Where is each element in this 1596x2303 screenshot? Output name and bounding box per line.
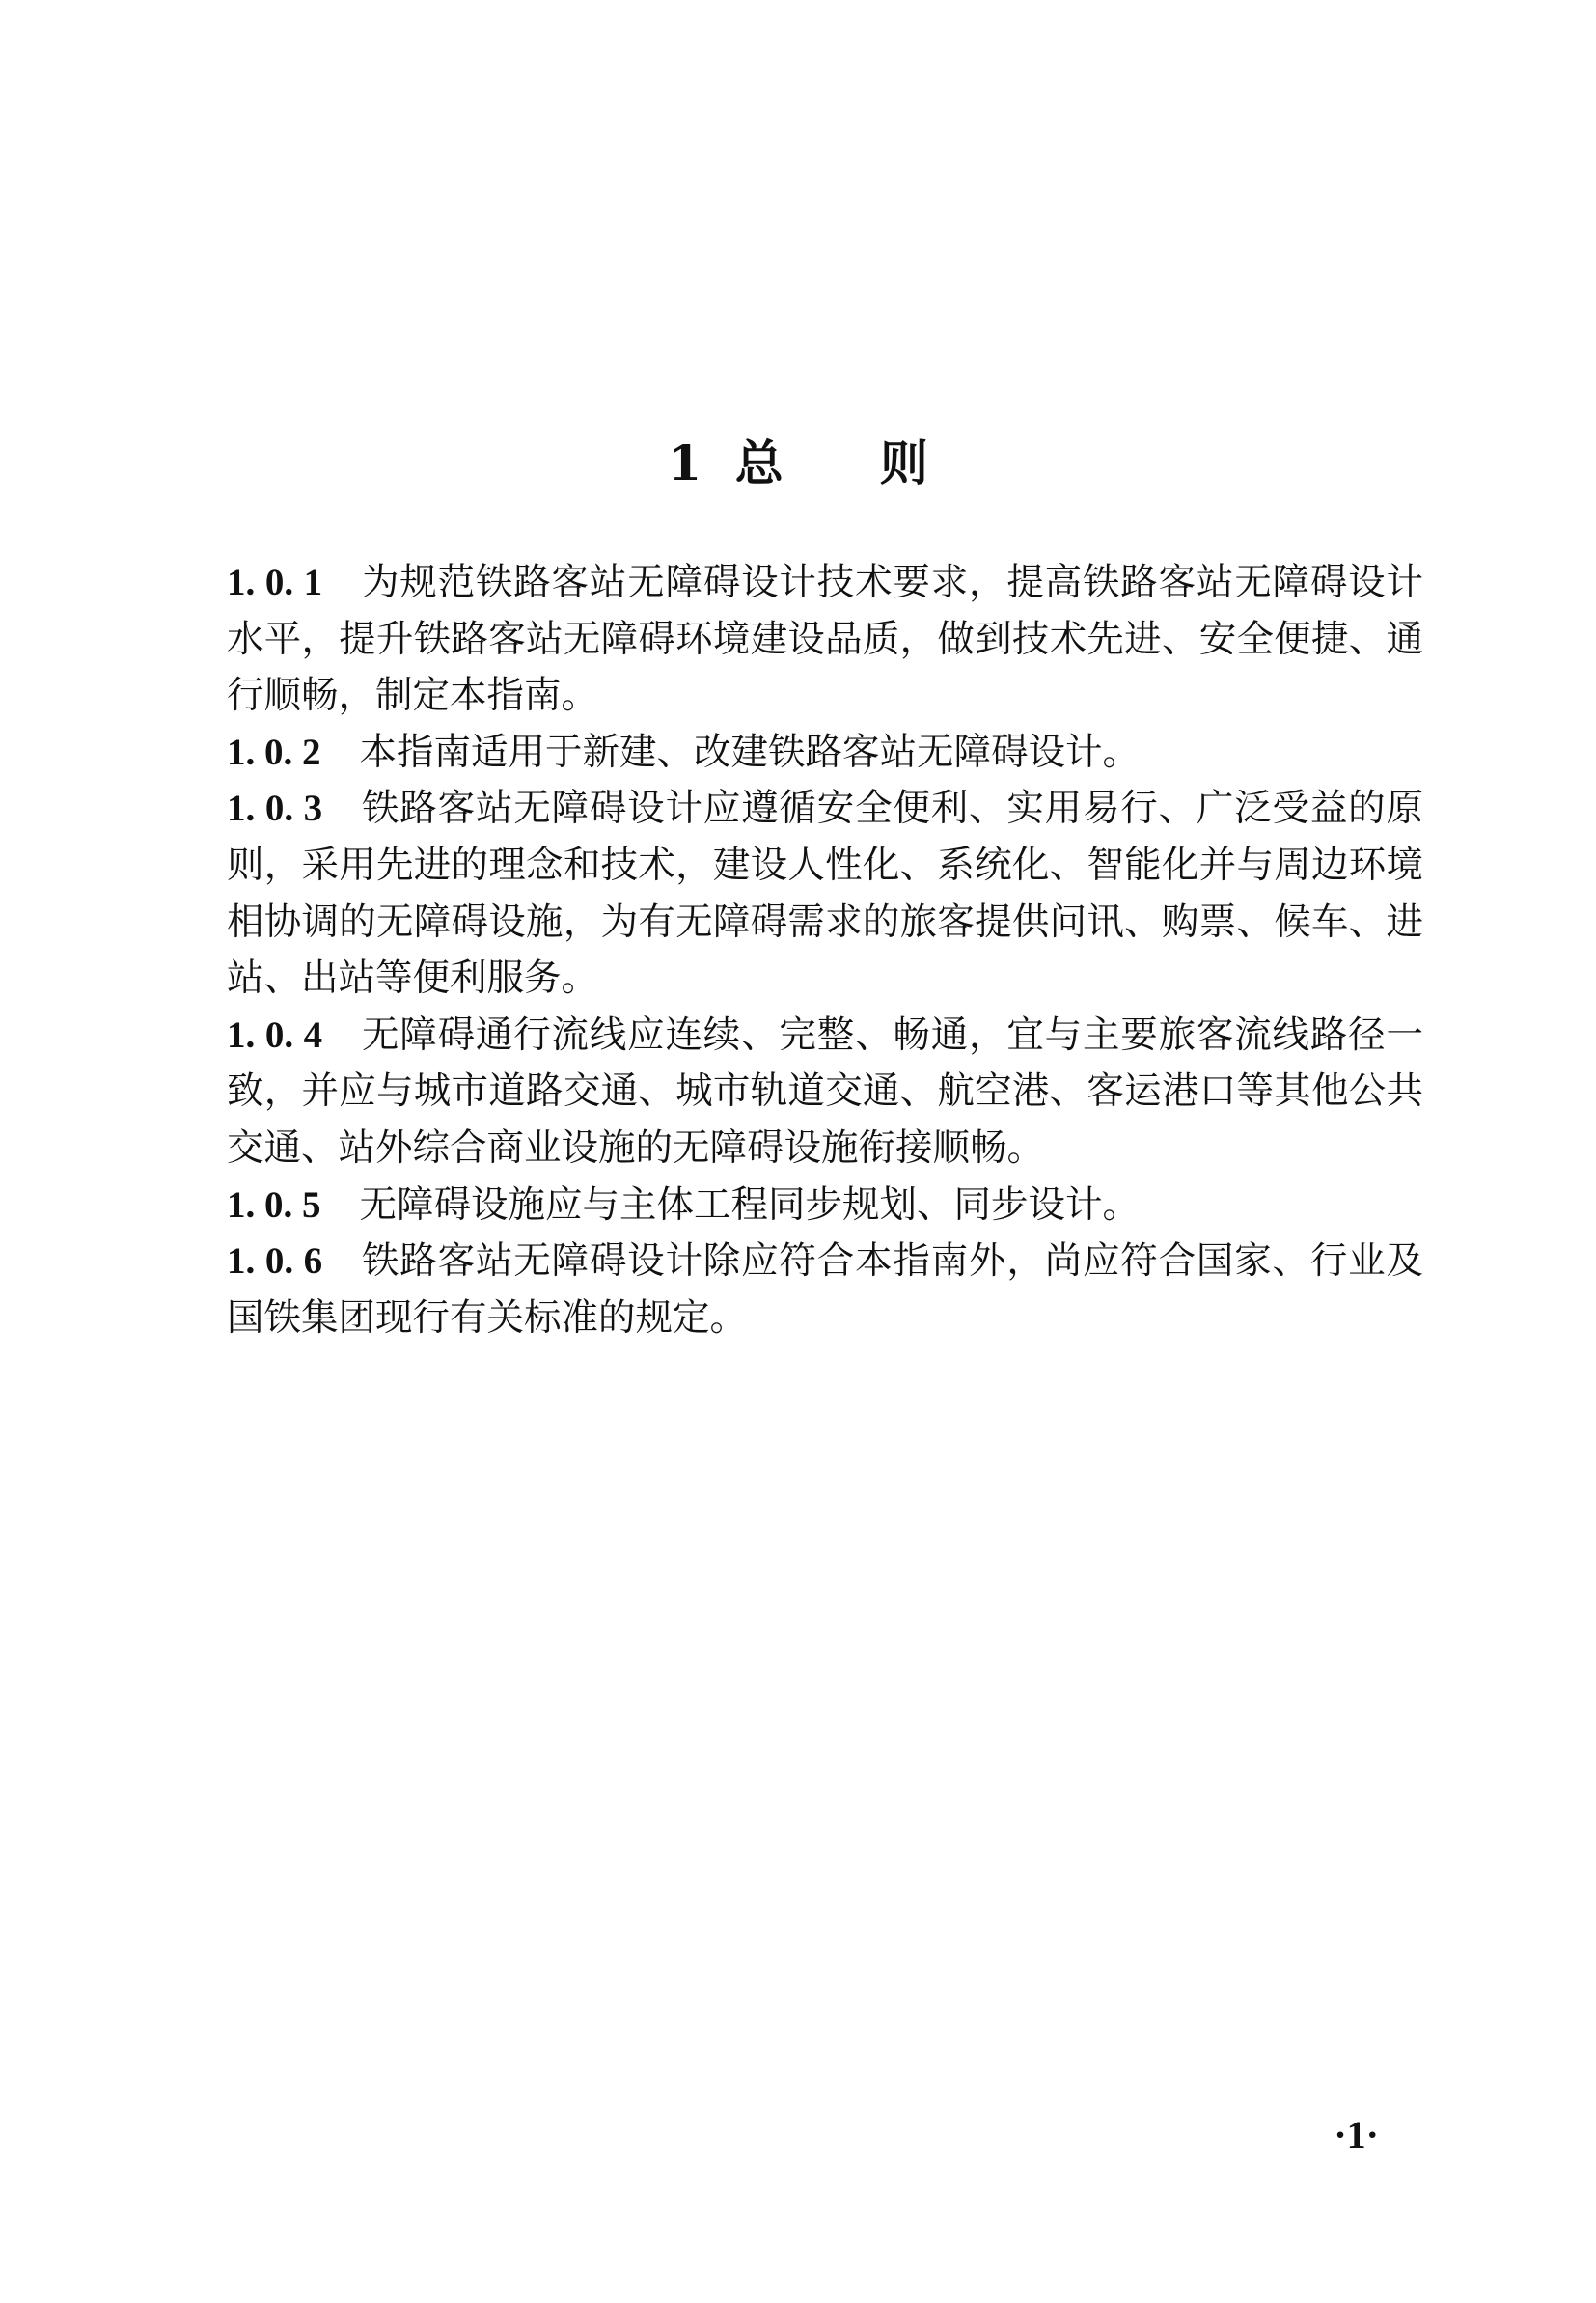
clause-1-0-6 [227, 1234, 1423, 1346]
clause-number: 1. 0. 1 [227, 562, 323, 603]
clause-text: 铁路客站无障碍设计应遵循安全便利、实用易行、广泛受益的原则，采用先进的理念和技术，建设人性化、系统化、智能化并与周边环境相协调的无障碍设施，为有无障碍需求的旅客提供问讯、购票、候车、进站、出站等便利服务。 [227, 787, 1423, 1001]
clause-number: 1. 0. 6 [227, 1240, 323, 1283]
clause-1-0-2 [227, 725, 1423, 782]
clause-text: 无障碍设施应与主体工程同步规划、同步设计。 [359, 1182, 1141, 1227]
clause-text: 本指南适用于新建、改建铁路客站无障碍设计。 [359, 730, 1141, 774]
clause-number: 1. 0. 3 [227, 788, 323, 830]
page-number: ·1· [1334, 2113, 1379, 2156]
chapter-title: 1 总 则 [668, 434, 928, 491]
clause-1-0-5 [227, 1178, 1423, 1235]
clause-text: 铁路客站无障碍设计除应符合本指南外，尚应符合国家、行业及国铁集团现行有关标准的规定。 [227, 1239, 1423, 1340]
clause-number: 1. 0. 5 [227, 1183, 321, 1226]
clause-1-0-1 [227, 555, 1423, 725]
clause-text: 为规范铁路客站无障碍设计技术要求，提高铁路客站无障碍设计水平，提升铁路客站无障碍环境建设品质，做到技术先进、安全便捷、通行顺畅，制定本指南。 [227, 561, 1423, 718]
clause-1-0-3 [227, 781, 1423, 1007]
clause-text: 无障碍通行流线应连续、完整、畅通，宜与主要旅客流线路径一致，并应与城市道路交通、城市轨道交通、航空港、客运港口等其他公共交通、站外综合商业设施的无障碍设施衔接顺畅。 [227, 1013, 1423, 1170]
clause-number: 1. 0. 2 [227, 731, 321, 773]
clause-number: 1. 0. 4 [227, 1013, 323, 1056]
clause-1-0-4 [227, 1008, 1423, 1178]
clauses-body [227, 555, 1423, 1346]
